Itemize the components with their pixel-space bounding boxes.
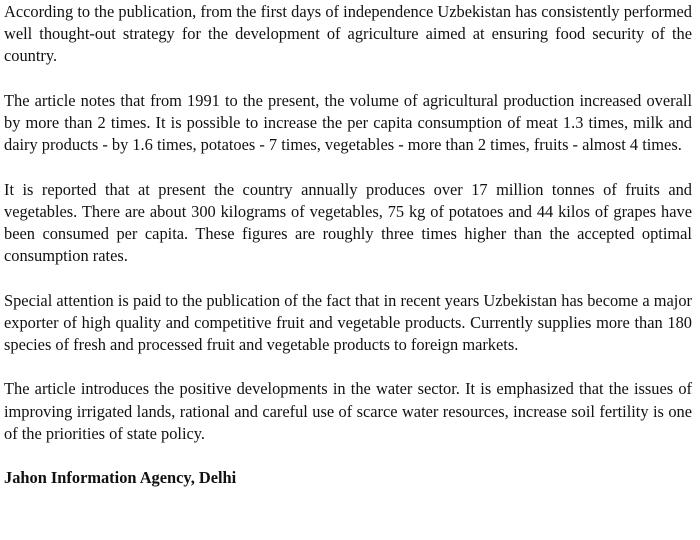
source-attribution: Jahon Information Agency, Delhi xyxy=(4,468,237,488)
article-paragraph-1: According to the publication, from the first days of independence Uzbekistan has consistently performed well thought-out strategy for the development of agriculture aimed at ensuring food security of the country. xyxy=(4,2,692,66)
article-paragraph-2: The article notes that from 1991 to the present, the volume of agricultural production increased overall by more than 2 times. It is possible to increase the per capita consumption of meat 1.3 times, milk and dairy products - by 1.6 times, potatoes - 7 times, vegetables - more than 2 times, fruits - almost 4 times. xyxy=(4,90,692,155)
article-paragraph-5: The article introduces the positive developments in the water sector. It is emphasized that the issues of improving irrigated lands, rational and careful use of scarce water resources, increase soil fertility is one of the priorities of state policy. xyxy=(4,379,692,443)
article-paragraph-3: It is reported that at present the country annually produces over 17 million tonnes of fruits and vegetables. There are about 300 kilograms of vegetables, 75 kg of potatoes and 44 kilos of grapes have been consumed per capita. These figures are roughly three times higher than the accepted optimal consumption rates. xyxy=(4,179,692,266)
article-document xyxy=(4,1,692,489)
article-paragraph-4: Special attention is paid to the publication of the fact that in recent years Uzbekistan has become a major exporter of high quality and competitive fruit and vegetable products. Currently supplies more than 180 species of fresh and processed fruit and vegetable products to foreign markets. xyxy=(4,290,692,354)
